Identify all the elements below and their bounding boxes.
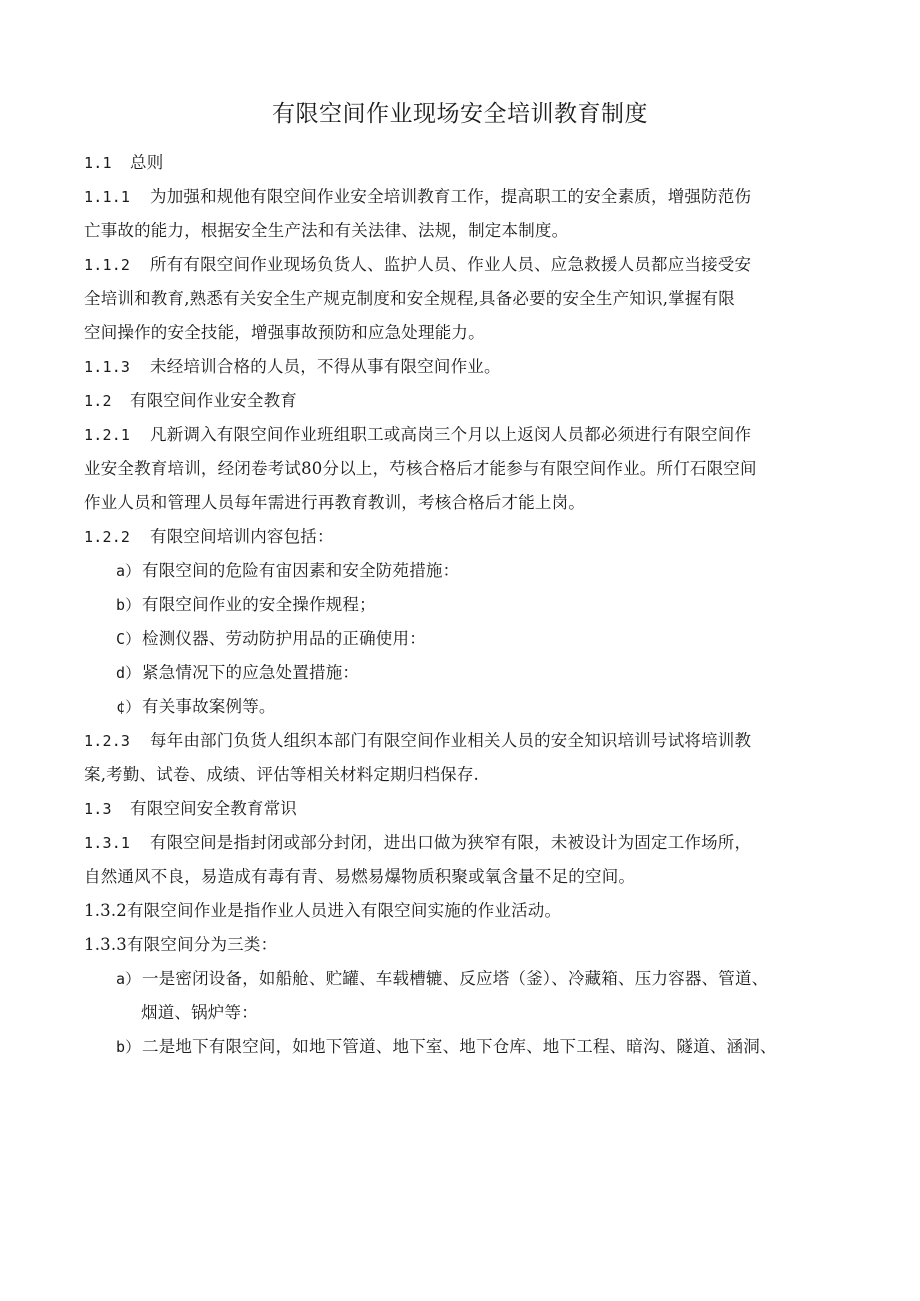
list-item-label: a） [116, 970, 141, 988]
clause-text: 1.3.3有限空间分为三类： [84, 935, 278, 954]
section-title: 有限空间安全教育常识 [130, 799, 297, 818]
list-item-continuation [84, 996, 836, 1030]
section-heading [84, 384, 836, 418]
document-title: 有限空间作业现场安全培训教育制度 [272, 101, 648, 127]
clause-text: 自然通风不良，易造成有毒有青、易燃易爆物质积聚或氧含量不足的空间。 [84, 867, 636, 886]
clause-text: 所有有限空间作业现场负货人、监护人员、作业人员、应急救援人员都应当接受安 [150, 255, 752, 274]
clause-text: 未经培训合格的人员，不得从事有限空间作业。 [150, 357, 501, 376]
list-item [84, 622, 836, 656]
list-item [84, 656, 836, 690]
list-item-label: C） [116, 630, 141, 648]
list-item [84, 962, 836, 996]
list-item-text: 有关事故案例等。 [142, 697, 276, 716]
list-item [84, 1030, 836, 1064]
clause-continuation [84, 860, 836, 894]
clause-line [84, 248, 836, 282]
clause-line [84, 826, 836, 860]
list-item-label: a） [116, 562, 141, 580]
list-item-label: b） [116, 1038, 141, 1056]
clause-text: 案,考勤、试卷、成绩、评估等相关材料定期归档保存. [84, 765, 479, 784]
clause-number: 1.2.3 [84, 732, 131, 750]
list-item-label: d） [116, 664, 141, 682]
clause-continuation [84, 316, 836, 350]
clause-continuation [84, 214, 836, 248]
clause-text: 为加强和规他有限空间作业安全培训教育工作，提高职工的安全素质，增强防范伤 [150, 187, 752, 206]
list-item-text: 烟道、锅炉等： [141, 1003, 258, 1022]
clause-continuation [84, 758, 836, 792]
list-item-label: ¢） [116, 698, 141, 716]
clause-text: 1.3.2有限空间作业是指作业人员进入有限空间实施的作业活动。 [84, 901, 562, 920]
clause-line [84, 724, 836, 758]
clause-line [84, 520, 836, 554]
clause-text: 有限空间是指封闭或部分封闭，进出口做为狭窄有限，未被设计为固定工作场所， [150, 833, 752, 852]
clause-continuation [84, 486, 836, 520]
clause-continuation [84, 452, 836, 486]
clause-continuation [84, 282, 836, 316]
section-number: 1.3 [84, 800, 112, 818]
section-title: 有限空间作业安全教育 [130, 391, 297, 410]
clause-line [84, 894, 836, 928]
section-number: 1.2 [84, 392, 112, 410]
clause-line [84, 928, 836, 962]
section-title: 总则 [130, 153, 164, 172]
clause-text: 有限空间培训内容包括： [150, 527, 334, 546]
clause-text: 每年由部门负货人组织本部门有限空间作业相关人员的安全知识培训号试将培训教 [150, 731, 752, 750]
clause-number: 1.2.1 [84, 426, 131, 444]
list-item [84, 690, 836, 724]
list-item-text: 检测仪器、劳动防护用品的正确使用： [142, 629, 426, 648]
clause-number: 1.2.2 [84, 528, 131, 546]
clause-number: 1.1.1 [84, 188, 131, 206]
clause-text: 凡新调入有限空间作业班组职工或高岗三个月以上返闵人员都必须进行有限空间作 [150, 425, 752, 444]
list-item-text: 紧急情况下的应急处置措施： [142, 663, 360, 682]
clause-line [84, 180, 836, 214]
clause-text: 全培训和教育,熟悉有关安全生产规克制度和安全规程,具备必要的安全生产知识,掌握有限 [84, 289, 735, 308]
list-item-label: b） [116, 596, 141, 614]
list-item-text: 有限空间的危险有宙因素和安全防苑措施： [142, 561, 460, 580]
section-heading [84, 146, 836, 180]
list-item [84, 588, 836, 622]
section-heading [84, 792, 836, 826]
clause-text: 业安全教育培训，经闭卷考试80分以上，芍核合格后才能参与有限空间作业。所仃石限空间 [84, 459, 757, 478]
clause-number: 1.3.1 [84, 834, 131, 852]
list-item-text: 二是地下有限空间，如地下管道、地下室、地下仓库、地下工程、暗沟、隧道、涵洞、 [142, 1037, 777, 1056]
list-item-text: 一是密闭设备，如船舱、贮罐、车载槽辘、反应塔（釜）、冷藏箱、压力容器、管道、 [142, 969, 769, 988]
clause-text: 空间操作的安全技能，增强事故预防和应急处理能力。 [84, 323, 485, 342]
clause-number: 1.1.3 [84, 358, 131, 376]
document-body [84, 146, 836, 1064]
list-item [84, 554, 836, 588]
clause-text: 亡事故的能力，根据安全生产法和有关法律、法规，制定本制度。 [84, 221, 569, 240]
clause-number: 1.1.2 [84, 256, 131, 274]
clause-text: 作业人员和管理人员每年需进行再教育教训，考核合格后才能上岗。 [84, 493, 585, 512]
list-item-text: 有限空间作业的安全操作规程； [142, 595, 376, 614]
clause-line [84, 350, 836, 384]
section-number: 1.1 [84, 154, 112, 172]
clause-line [84, 418, 836, 452]
